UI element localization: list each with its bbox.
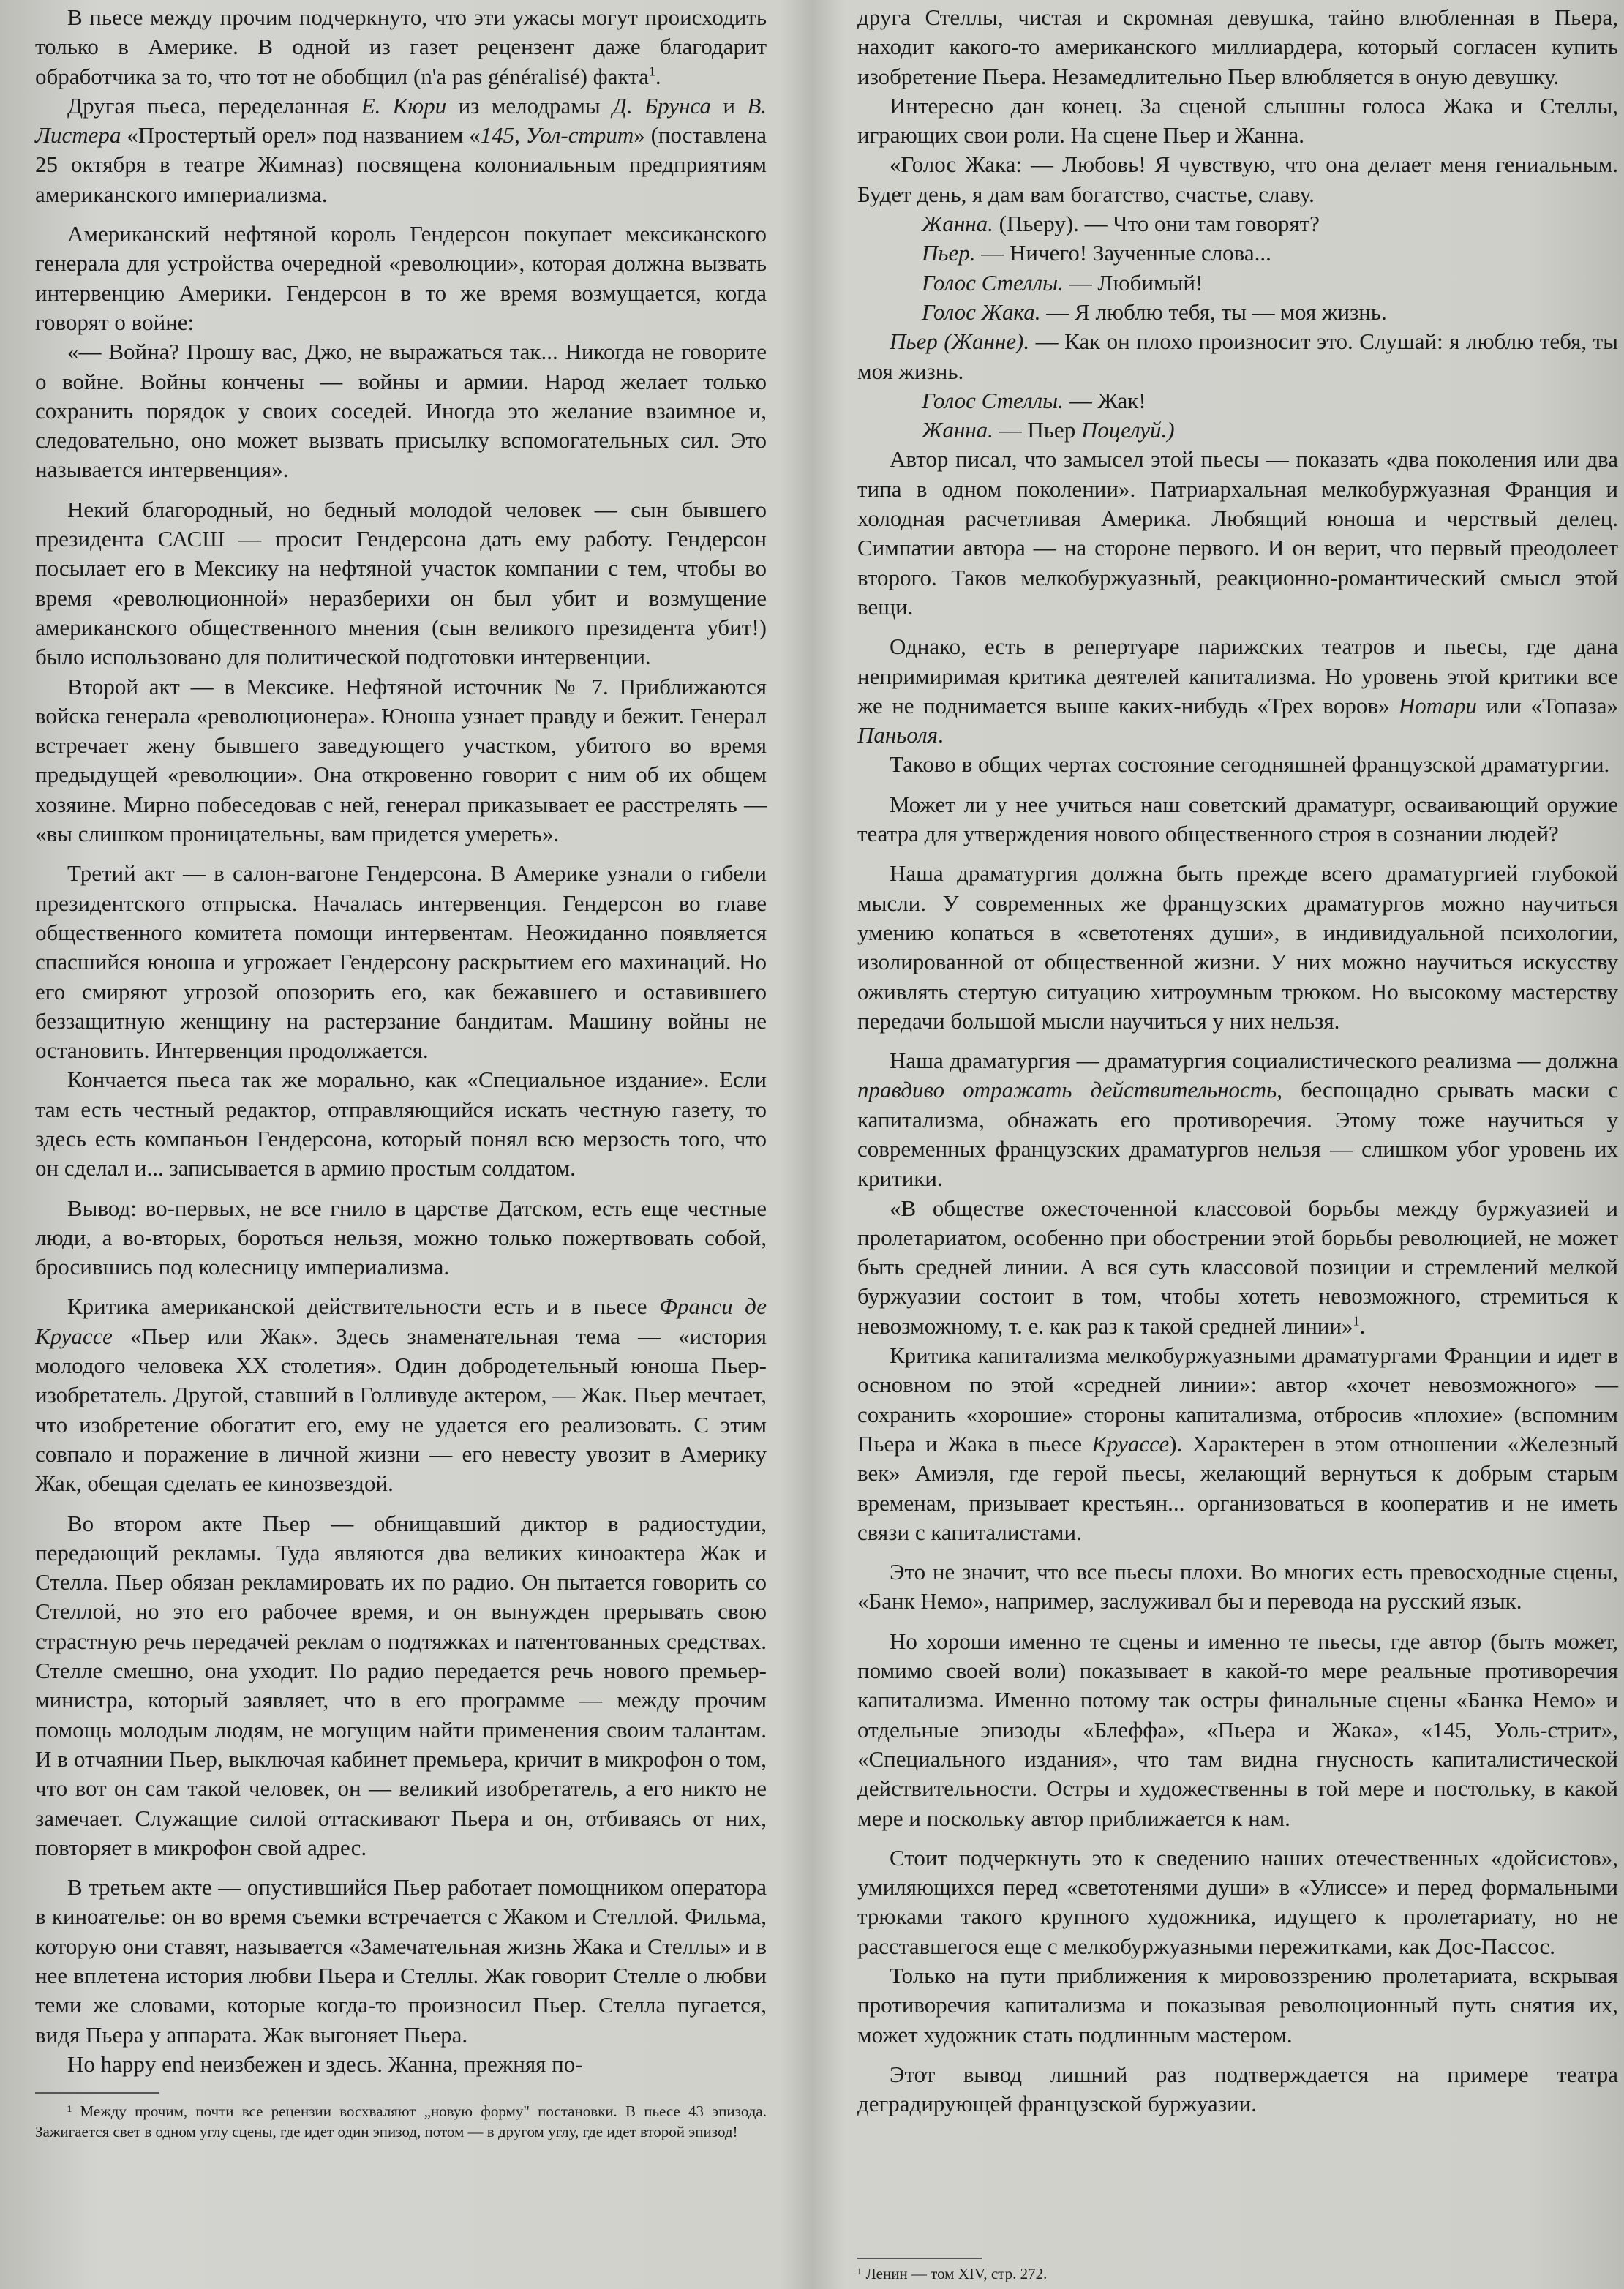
paragraph: Наша драматургия — драматургия социалистического реализма — должна правдиво отражать действительность, беспощадно срывать маски с капитализма, обнажать его противоречия. Этому тоже научиться у современных французских драматургов нельзя — слишком убог уровень их критики. — [857, 1048, 1618, 1192]
dialogue-line: Жанна. (Пьеру). — Что они там говорят? — [922, 211, 1320, 237]
paragraph: Наша драматургия должна быть прежде всего драматургией глубокой мысли. У современных же французских драматургов можно научиться умению копаться в «светотенях души», в индивидуальной психологии, изолированной от общественной жизни. У них можно научиться искусству оживлять стертую ситуацию хитроумным трюком. Но высокому мастерству передачи большой мысли научиться у них нельзя. — [857, 860, 1618, 1034]
dialogue-line: Жанна. — Пьер Поцелуй.) — [922, 417, 1175, 443]
right-footnote-block — [857, 2258, 1618, 2284]
paragraph: В пьесе между прочим подчеркнуто, что эти ужасы могут происходить только в Америке. В одной из газет рецензент даже благодарит обработчика за то, что тот не обобщил (n'a pas généralisé) факта$^1$. — [35, 4, 767, 89]
right-column — [857, 3, 1618, 2119]
dialogue-line: Голос Стеллы. — Любимый! — [922, 269, 1203, 296]
dialogue-line: Голос Жака. — Я люблю тебя, ты — моя жизнь. — [922, 298, 1387, 325]
paragraph: Но happy end неизбежен и здесь. Жанна, прежняя по- — [67, 2051, 583, 2077]
paragraph: В третьем акте — опустившийся Пьер работает помощником оператора в киноателье: он во время съемки встречается с Жаком и Стеллой. Фильма, которую они ставят, называется «Замечательная жизнь Жака и Стеллы» и в нее вплетена история любви Пьера и Стеллы. Жак говорит Стелле о любви теми же словами, которые когда-то произносил Пьер. Стелла пугается, видя Пьера у аппарата. Жак выгоняет Пьера. — [35, 1874, 767, 2048]
footnote-marker: 1 — [648, 64, 655, 79]
quote-paragraph: «Голос Жака: — Любовь! Я чувствую, что она делает меня гениальным. Будет день, я дам вам богатство, счастье, славу. — [857, 151, 1618, 207]
dialogue-line: Пьер (Жанне). — Как он плохо произносит это. Слушай: я люблю тебя, ты моя жизнь. — [857, 328, 1618, 384]
paragraph: Это не значит, что все пьесы плохи. Во многих есть превосходные сцены, «Банк Немо», например, заслуживал бы и перевода на русский язык. — [857, 1559, 1618, 1615]
paragraph: Во втором акте Пьер — обнищавший диктор в радиостудии, передающий рекламы. Туда являются два великих киноактера Жак и Стелла. Пьер обязан рекламировать их по радио. Он пытается говорить со Стеллой, но это его рабочее время, и он вынужден прерывать свою страстную речь передачей реклам о подтяжках и патентованных средствах. Стелле смешно, она уходит. По радио передается речь нового премьер-министра, который заявляет, что в его программе — между прочим помощь молодым людям, не могущим найти применения своим талантам. И в отчаянии Пьер, выключая кабинет премьера, кричит в микрофон о том, что вот он сам такой человек, он — великий изобретатель, а его никто не замечает. Служащие силой оттаскивают Пьера и он, отбиваясь от них, повторяет в микрофон свой адрес. — [35, 1510, 767, 1860]
paragraph: Только на пути приближения к мировоззрению пролетариата, вскрывая противоречия капитализма и показывая революционный путь снятия их, может художник стать подлинным мастером. — [857, 1963, 1618, 2048]
paragraph: Критика капитализма мелкобуржуазными драматургами Франции и идет в основном по этой «средней линии»: автор «хочет невозможного» — сохранить «хорошие» стороны капитализма, отбросив «плохие» (вспомним Пьера и Жака в пьесе Круассе). Характерен в этом отношении «Железный век» Амиэля, где герой пьесы, желающий вернуться к добрым старым временам, призывает крестьян... организоваться в кооператив и не иметь связи с капиталистами. — [857, 1342, 1618, 1545]
footnote-rule — [35, 2092, 159, 2094]
paragraph: Другая пьеса, переделанная Е. Кюри из мелодрамы Д. Брунса и В. Листера «Простертый орел» под названием «145, Уол-стрит» (поставлена 25 октября в театре Жимназ) посвящена колониальным предприятиям американского империализма. — [35, 92, 767, 207]
paragraph: Автор писал, что замысел этой пьесы — показать «два поколения или два типа в одном поколении». Патриархальная мелкобуржуазная Франция и холодная расчетливая Америка. Любящий юноша и черствый делец. Симпатии автора — на стороне первого. И он верит, что первый преодолеет второго. Таков мелкобуржуазный, реакционно-романтический смысл этой вещи. — [857, 446, 1618, 620]
paragraph: Но хороши именно те сцены и именно те пьесы, где автор (быть может, помимо своей воли) показывает в какой-то мере реальные противоречия капитализма. Именно потому так остры финальные сцены «Банка Немо» и отдельные эпизоды «Блеффа», «Пьера и Жака», «145, Уоль-стрит», «Специального издания», что там видна гнусность капиталистической действительности. Остры и художественны в той мере и постольку, в какой мере и поскольку автор приближается к нам. — [857, 1628, 1618, 1831]
paragraph: Американский нефтяной король Гендерсон покупает мексиканского генерала для устройства очередной «революции», которая должна вызвать интервенцию Америки. Гендерсон в то же время возмущается, когда говорят о войне: — [35, 221, 767, 335]
footnote: ¹ Ленин — том XIV, стр. 272. — [857, 2265, 1048, 2282]
footnote: ¹ Между прочим, почти все рецензии восхваляют „новую форму" постановки. В пьесе 43 эпизода. Зажигается свет в одном углу сцены, где идет один эпизод, потом — в другом углу, где идет второй эпизод! — [35, 2102, 767, 2141]
dialogue-line: Пьер. — Ничего! Заученные слова... — [922, 240, 1271, 266]
paragraph: Некий благородный, но бедный молодой человек — сын бывшего президента САСШ — просит Гендерсона дать ему работу. Гендерсон посылает его в Мексику на нефтяной участок компании с тем, чтобы во время «революционной» неразберихи он был убит и возмущение американского общественного мнения (сын великого президента убит!) было использовано для политической подготовки интервенции. — [35, 496, 767, 670]
left-column — [35, 3, 767, 2142]
paragraph: Стоит подчеркнуть это к сведению наших отечественных «дойсистов», умиляющихся перед «светотенями души» в «Улиссе» и перед формальными трюками такого крупного художника, идущего к пролетариату, но не расставшегося еще с мелкобуржуазными пережитками, как Дос-Пассос. — [857, 1844, 1618, 1959]
footnote-marker: 1 — [1353, 1313, 1360, 1328]
dialogue-line: Голос Стеллы. — Жак! — [922, 387, 1146, 413]
paragraph: Однако, есть в репертуаре парижских театров и пьесы, где дана непримиримая критика деятелей капитализма. Но уровень этой критики все же не поднимается выше каких-нибудь «Трех воров» Нотари или «Топаза» Паньоля. — [857, 634, 1619, 748]
quote-paragraph: «— Война? Прошу вас, Джо, не выражаться так... Никогда не говорите о войне. Войны кончены — войны и армии. Народ желает только сохранить порядок у своих соседей. Иногда это желание взаимное и, следовательно, оно может вызвать присылку вспомогательных сил. Это называется интервенция». — [35, 339, 767, 483]
paragraph: Интересно дан конец. За сценой слышны голоса Жака и Стеллы, играющих свои роли. На сцене Пьер и Жанна. — [857, 92, 1618, 149]
paragraph: Второй акт — в Мексике. Нефтяной источник № 7. Приближаются войска генерала «революционера». Юноша узнает правду и бежит. Генерал встречает жену бывшего заведующего участком, убитого во время предыдущей «революции». Она откровенно говорит с ним об их общем хозяине. Мирно побеседовав с ней, генерал приказывает ее расстрелять — «вы слишком проницательны, вам придется умереть». — [35, 673, 767, 847]
footnote-rule — [857, 2258, 982, 2259]
paragraph: друга Стеллы, чистая и скромная девушка, тайно влюбленная в Пьера, находит какого-то американского миллиардера, который согласен купить изобретение Пьера. Незамедлительно Пьер влюбляется в оную девушку. — [857, 4, 1618, 89]
paragraph: Может ли у нее учиться наш советский драматург, осваивающий оружие театра для утверждения нового общественного строя в сознании людей? — [857, 791, 1618, 847]
paragraph: Этот вывод лишний раз подтверждается на примере театра деградирующей французской буржуазии. — [857, 2061, 1618, 2117]
quote-paragraph: «В обществе ожесточенной классовой борьбы между буржуазией и пролетариатом, особенно при обострении этой борьбы революцией, не может быть средней линии. А вся суть классовой позиции и стремлений мелкой буржуазии состоит в том, чтобы хотеть невозможного, стремиться к невозможному, т. е. как раз к такой средней линии»$^1$. — [857, 1195, 1618, 1339]
paragraph: Кончается пьеса так же морально, как «Специальное издание». Если там есть честный редактор, отправляющийся искать честную газету, то здесь есть компаньон Гендерсона, который понял всю мерзость того, что он сделал и... записывается в армию простым солдатом. — [35, 1067, 767, 1181]
paragraph: Таково в общих чертах состояние сегодняшней французской драматургии. — [890, 751, 1610, 778]
paragraph: Третий акт — в салон-вагоне Гендерсона. В Америке узнали о гибели президентского отпрыска. Началась интервенция. Гендерсон во главе общественного комитета помощи интервентам. Неожиданно появляется спасшийся юноша и угрожает Гендерсону раскрытием его махинаций. Но его смиряют угрозой опозорить его, как бежавшего и оставившего беззащитную женщину на растерзание бандитам. Машину войны не остановить. Интервенция продолжается. — [35, 860, 767, 1064]
paragraph: Критика американской действительности есть и в пьесе Франси де Круассе «Пьер или Жак». Здесь знаменательная тема — «история молодого человека XX столетия». Один добродетельный юноша Пьер-изобретатель. Другой, ставший в Голливуде актером, — Жак. Пьер мечтает, что изобретение обогатит его, ему не удается его реализовать. С этим совпало и поражение в личной жизни — его невесту увозит в Америку Жак, обещая сделать ее кинозвездой. — [35, 1293, 767, 1497]
paragraph: Вывод: во-первых, не все гнило в царстве Датском, есть еще честные люди, а во-вторых, бороться нельзя, можно только пожертвовать собой, бросившись под колесницу империализма. — [35, 1195, 767, 1280]
